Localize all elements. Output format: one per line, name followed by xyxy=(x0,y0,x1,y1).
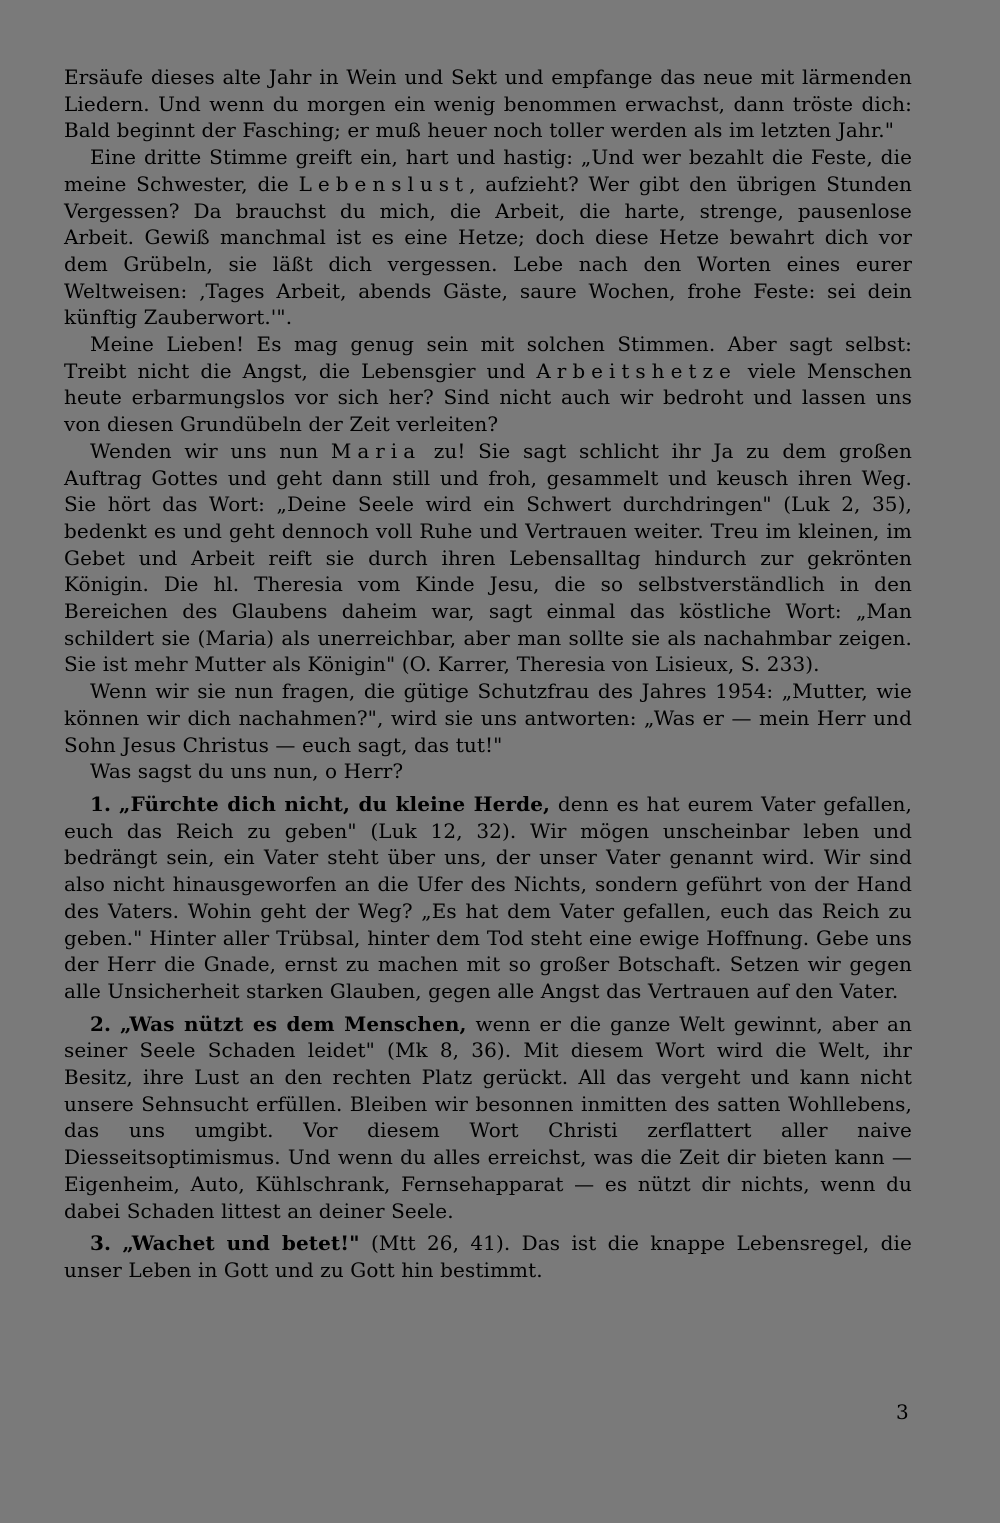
paragraph-4: Wenden wir uns nun Maria zu! Sie sagt schlicht ihr Ja zu dem großen Auftrag Gottes und geht dann still und froh, gesammelt und keusch ihren Weg. Sie hört das Wort: „Deine Seele wird ein Schwert durchdringen" (Luk 2, 35), bedenkt es und geht dennoch voll Ruhe und Vertrauen weiter. Treu im kleinen, im Gebet und Arbeit reift sie durch ihren Lebensalltag hindurch zur gekrönten Königin. Die hl. Theresia vom Kinde Jesu, die so selbstverständlich in den Bereichen des Glaubens daheim war, sagt einmal das köstliche Wort: „Man schildert sie (Maria) als unerreichbar, aber man sollte sie als nachahmbar zeigen. Sie ist mehr Mutter als Königin" (O. Karrer, Theresia von Lisieux, S. 233). xyxy=(64,438,912,677)
point-3-heading: „Wachet und betet!" xyxy=(122,1231,360,1256)
page-body xyxy=(64,64,912,1284)
paragraph-6: Was sagst du uns nun, o Herr? xyxy=(90,759,404,784)
point-2-heading: „Was nützt es dem Menschen, xyxy=(119,1011,467,1036)
spaced-word-maria: Maria xyxy=(330,438,422,463)
point-3-text: (Mtt 26, 41). Das ist die knappe Lebensregel, die unser Leben in Gott und zu Gott hin bestimmt. xyxy=(64,1231,912,1282)
point-2-text: wenn er die ganze Welt gewinnt, aber an seiner Seele Schaden leidet" (Mk 8, 36). Mit diesem Wort wird die Welt, ihr Besitz, ihre Lust an den rechten Platz gerückt. All das vergeht und kann nicht unsere Sehnsucht erfüllen. Bleiben wir besonnen inmitten des satten Wohllebens, das uns umgibt. Vor diesem Wort Christi zerflattert aller naive Diesseitsoptimismus. Und wenn du alles erreichst, was die Zeit dir bieten kann — Eigenheim, Auto, Kühlschrank, Fernsehapparat — es nützt dir nichts, wenn du dabei Schaden littest an deiner Seele. xyxy=(64,1011,913,1223)
point-1 xyxy=(64,791,912,1005)
point-3-number: 3. xyxy=(90,1231,112,1256)
point-1-text: denn es hat eurem Vater gefallen, euch das Reich zu geben" (Luk 12, 32). Wir mögen unscheinbar leben und bedrängt sein, ein Vater steht über uns, der unser Vater genannt wird. Wir sind also nicht hinausgeworfen an die Ufer des Nichts, sondern geführt von der Hand des Vaters. Wohin geht der Weg? „Es hat dem Vater gefallen, euch das Reich zu geben." Hinter aller Trübsal, hinter dem Tod steht eine ewige Hoffnung. Gebe uns der Herr die Gnade, ernst zu machen mit so großer Botschaft. Setzen wir gegen alle Unsicherheit starken Glauben, gegen alle Angst das Vertrauen auf den Vater. xyxy=(64,791,912,1003)
paragraph-3: Meine Lieben! Es mag genug sein mit solchen Stimmen. Aber sagt selbst: Treibt nicht die Angst, die Lebensgier und Arbeitshetze viele Menschen heute erbarmungslos vor sich her? Sind nicht auch wir bedroht und lassen uns von diesen Grundübeln der Zeit verleiten? xyxy=(64,332,912,437)
paragraph-5: Wenn wir sie nun fragen, die gütige Schutzfrau des Jahres 1954: „Mutter, wie können wir dich nachahmen?", wird sie uns antworten: „Was er — mein Herr und Sohn Jesus Christus — euch sagt, das tut!" xyxy=(64,679,912,757)
point-1-number: 1. xyxy=(90,791,112,816)
point-1-heading: „Fürchte dich nicht, du kleine Herde, xyxy=(118,791,551,816)
point-2-number: 2. xyxy=(90,1011,112,1036)
spaced-word-lebenslust: Lebenslust xyxy=(298,171,470,196)
paragraph-1: Ersäufe dieses alte Jahr in Wein und Sekt und empfange das neue mit lärmenden Liedern. Und wenn du morgen ein wenig benommen erwachst, dann tröste dich: Bald beginnt der Fasching; er muß heuer noch toller werden als im letzten Jahr." xyxy=(64,65,912,143)
spaced-word-arbeitshetze: Arbeitshetze xyxy=(536,358,737,383)
page-number: 3 xyxy=(896,1400,909,1424)
point-2 xyxy=(64,1011,912,1225)
point-3 xyxy=(64,1230,912,1283)
paragraph-2: Eine dritte Stimme greift ein, hart und hastig: „Und wer bezahlt die Feste, die meine Schwester, die Lebenslust, aufzieht? Wer gibt den übrigen Stunden Vergessen? Da brauchst du mich, die Arbeit, die harte, strenge, pausenlose Arbeit. Gewiß manchmal ist es eine Hetze; doch diese Hetze bewahrt dich vor dem Grübeln, sie läßt dich vergessen. Lebe nach den Worten eines eurer Weltweisen: ‚Tages Arbeit, abends Gäste, saure Wochen, frohe Feste: sei dein künftig Zauberwort.'". xyxy=(64,145,912,330)
